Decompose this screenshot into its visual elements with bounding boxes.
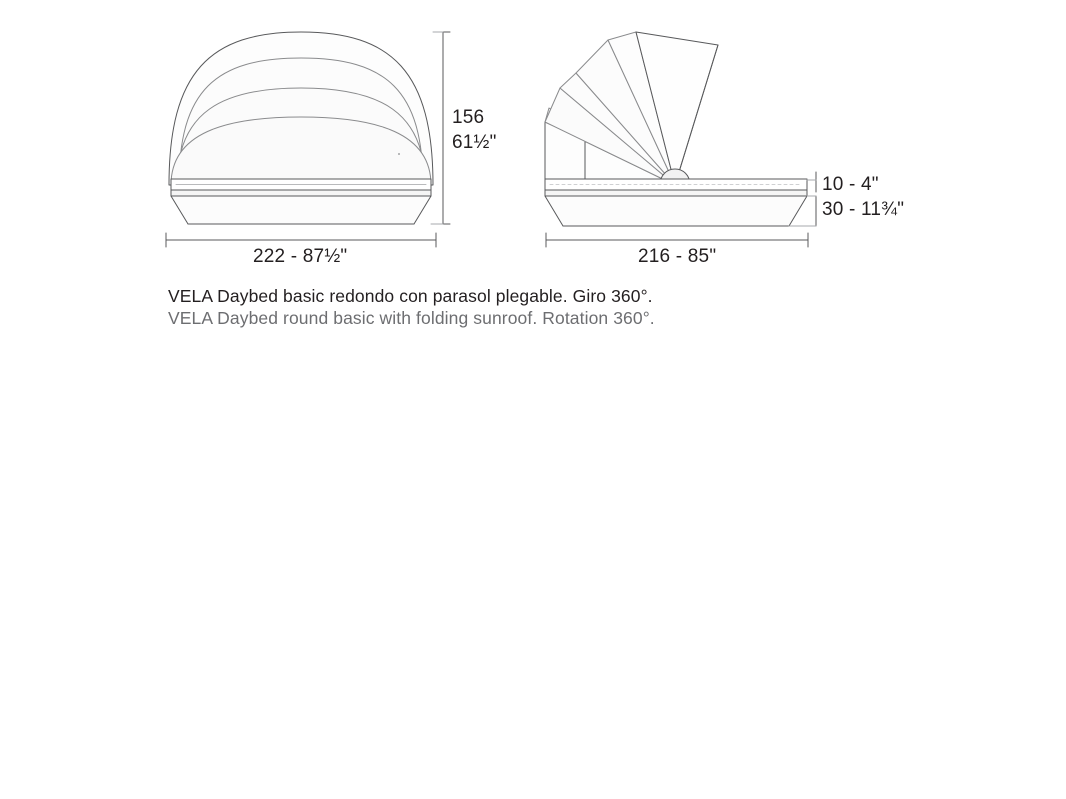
caption-english: VELA Daybed round basic with folding sunroof. Rotation 360°.: [168, 308, 655, 328]
front-height-dimension: [431, 32, 450, 224]
front-width-dimension: [166, 233, 436, 247]
front-view-group: [169, 32, 433, 224]
side-view-group: [545, 32, 807, 226]
dimension-total-height: 30 - 11¾": [822, 199, 905, 220]
dimension-height-cm: 156: [452, 107, 485, 128]
dimension-width-front: 222 - 87½": [253, 246, 348, 267]
dimension-height-inches: 61½": [452, 132, 497, 153]
dimension-seat-height: 10 - 4": [822, 174, 879, 195]
side-width-dimension: [546, 233, 808, 247]
dimension-width-side: 216 - 85": [638, 246, 717, 267]
caption-spanish: VELA Daybed basic redondo con parasol plegable. Giro 360°.: [168, 286, 653, 306]
